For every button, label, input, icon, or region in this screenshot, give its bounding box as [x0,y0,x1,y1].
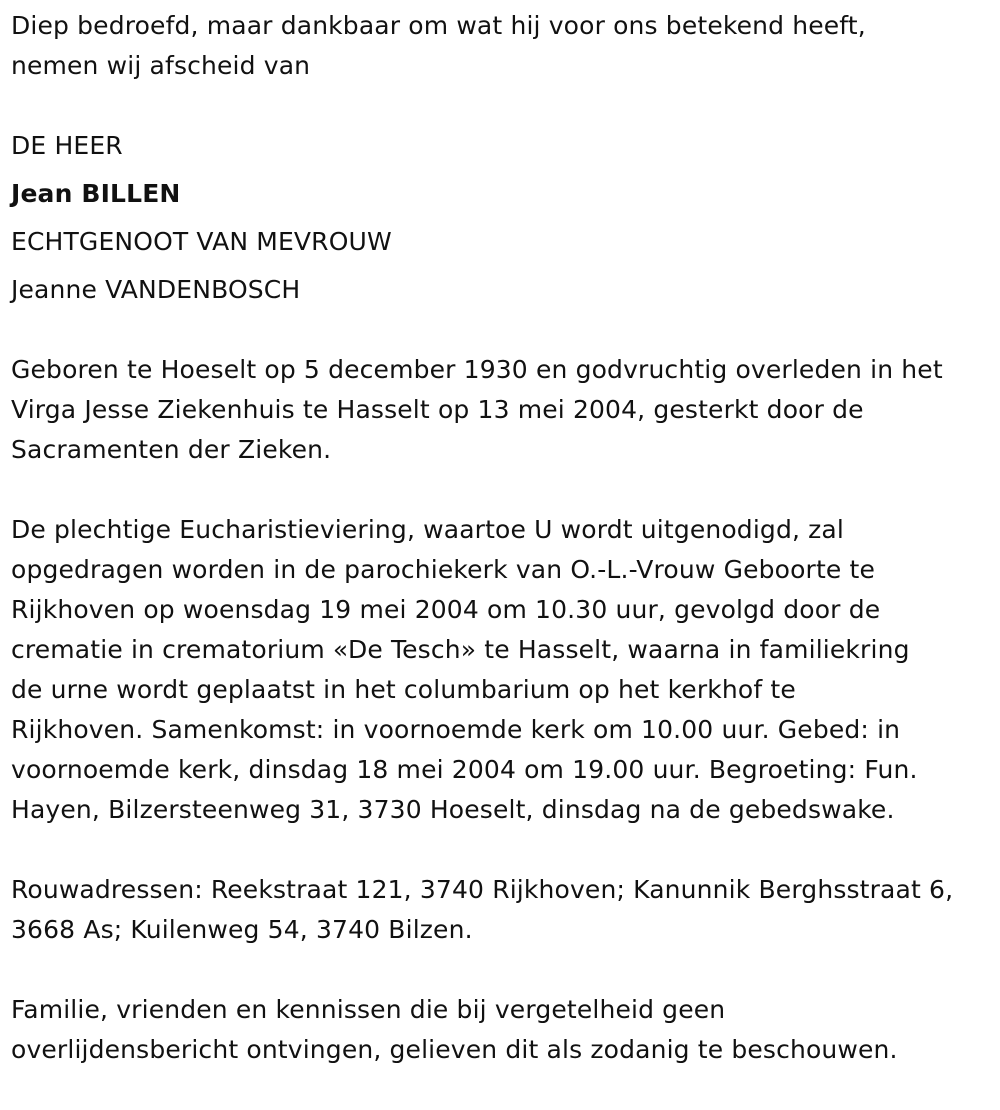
closing-paragraph [11,990,996,1070]
intro-line: nemen wij afscheid van [11,51,311,80]
deceased-name: Jean BILLEN [11,179,181,208]
ceremony-paragraph [11,510,996,830]
deceased-block [11,122,996,314]
birth-death-line: Virga Jesse Ziekenhuis te Hasselt op 13 mei 2004, gesterkt door de [11,395,864,424]
closing-line: Familie, vrienden en kennissen die bij vergetelheid geen [11,995,726,1024]
ceremony-line: voornoemde kerk, dinsdag 18 mei 2004 om 19.00 uur. Begroeting: Fun. [11,755,918,784]
ceremony-line: opgedragen worden in de parochiekerk van O.-L.-Vrouw Geboorte te [11,555,876,584]
intro-line: Diep bedroefd, maar dankbaar om wat hij voor ons betekend heeft, [11,11,866,40]
spouse-name: Jeanne VANDENBOSCH [11,275,301,304]
obituary-notice [11,6,996,1110]
birth-death-line: Sacramenten der Zieken. [11,435,332,464]
ceremony-line: de urne wordt geplaatst in het columbarium op het kerkhof te [11,675,796,704]
addresses-paragraph [11,870,996,950]
ceremony-line: crematie in crematorium «De Tesch» te Hasselt, waarna in familiekring [11,635,910,664]
ceremony-line: De plechtige Eucharistieviering, waartoe U wordt uitgenodigd, zal [11,515,844,544]
ceremony-line: Rijkhoven. Samenkomst: in voornoemde kerk om 10.00 uur. Gebed: in [11,715,901,744]
relation-text: ECHTGENOOT VAN MEVROUW [11,227,392,256]
ceremony-line: Rijkhoven op woensdag 19 mei 2004 om 10.30 uur, gevolgd door de [11,595,881,624]
address-line: Rouwadressen: Reekstraat 121, 3740 Rijkhoven; Kanunnik Berghsstraat 6, [11,875,954,904]
closing-line: overlijdensbericht ontvingen, gelieven dit als zodanig te beschouwen. [11,1035,898,1064]
birth-death-paragraph [11,350,996,470]
ceremony-line: Hayen, Bilzersteenweg 31, 3730 Hoeselt, dinsdag na de gebedswake. [11,795,895,824]
honorific-title: DE HEER [11,131,123,160]
address-line: 3668 As; Kuilenweg 54, 3740 Bilzen. [11,915,473,944]
birth-death-line: Geboren te Hoeselt op 5 december 1930 en godvruchtig overleden in het [11,355,943,384]
intro-paragraph [11,6,996,86]
